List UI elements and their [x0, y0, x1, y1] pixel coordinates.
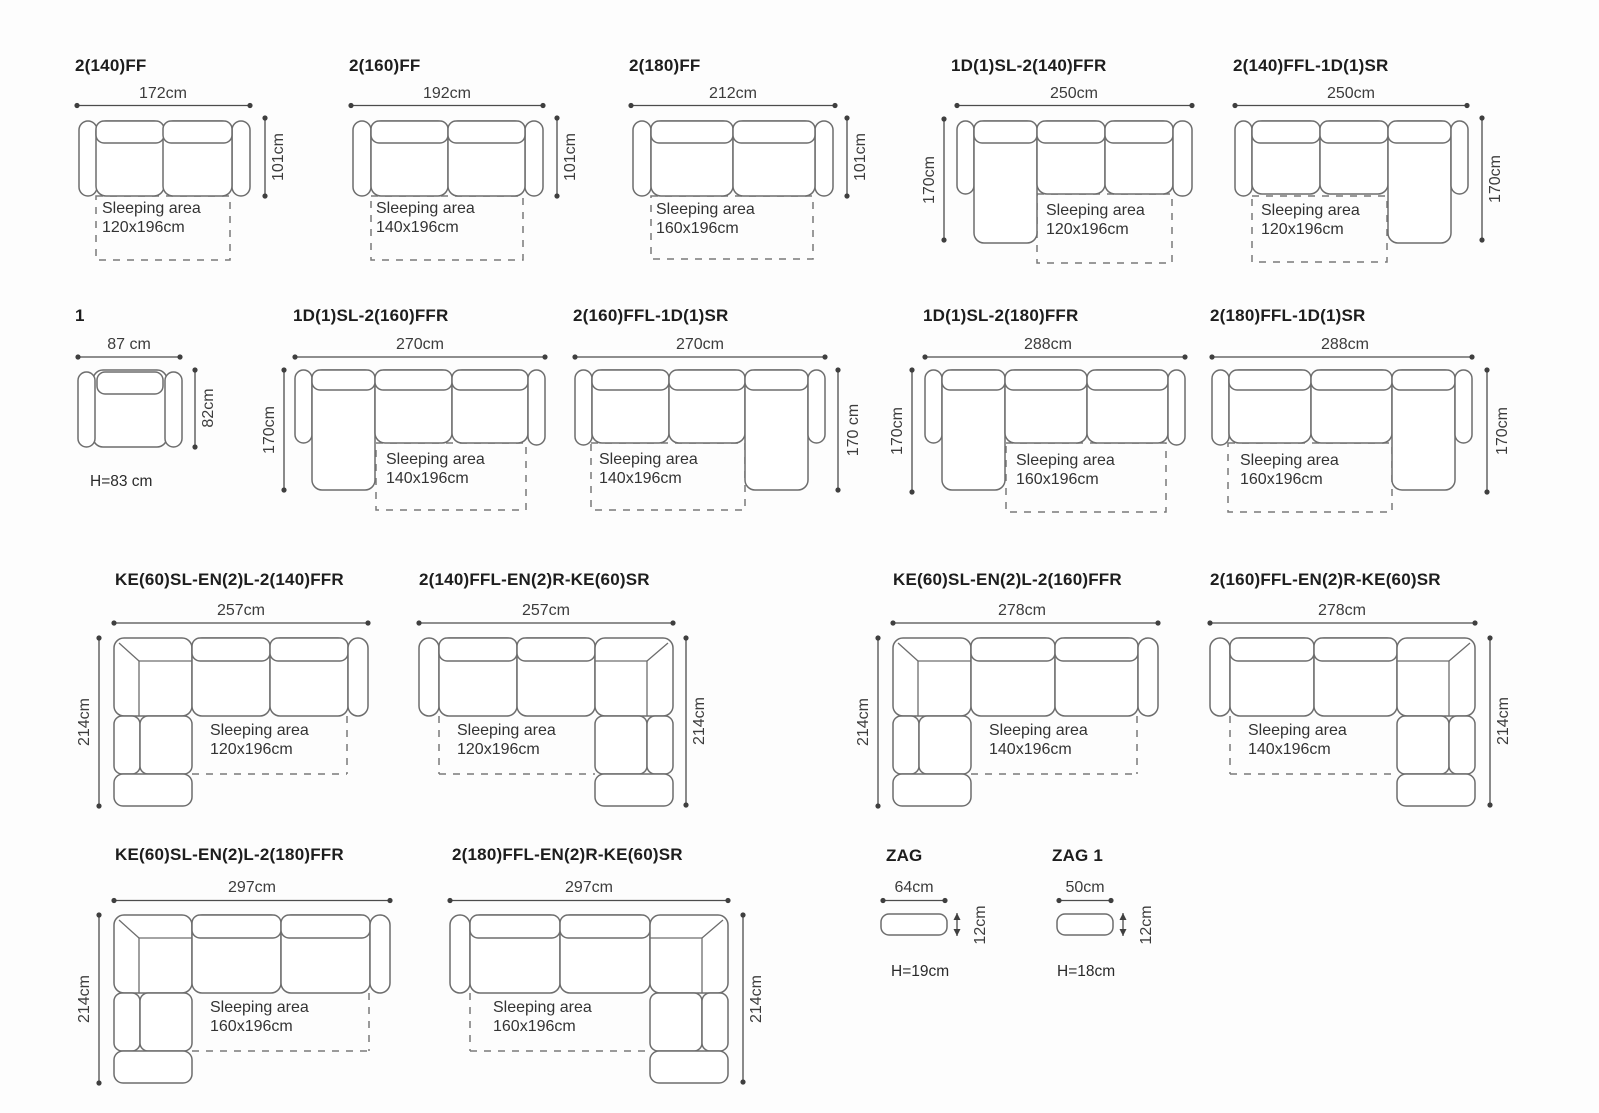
diagram-2-180-ffl-en2r-ke60sr: [447, 898, 745, 1085]
model-title: 2(180)FFL-1D(1)SR: [1210, 306, 1366, 325]
model-title: 2(140)FF: [75, 56, 147, 75]
depth-dim-label: 214cm: [76, 974, 93, 1024]
depth-dim-label: 170cm: [261, 405, 278, 455]
model-title: 2(160)FFL-EN(2)R-KE(60)SR: [1210, 570, 1441, 589]
model-title: 2(140)FFL-1D(1)SR: [1233, 56, 1389, 75]
sleeping-area-note: Sleeping area 140x196cm: [989, 722, 1088, 758]
sleeping-area-note: Sleeping area 140x196cm: [386, 451, 485, 487]
width-dim-label: 64cm: [894, 879, 934, 896]
diagram-2-160-ffl-en2r-ke60sr: [1207, 620, 1492, 807]
sleeping-area-note: Sleeping area 120x196cm: [457, 722, 556, 758]
width-dim-label: 288cm: [1023, 336, 1073, 353]
depth-dim-label: 214cm: [855, 697, 872, 747]
model-title: 1D(1)SL-2(140)FFR: [951, 56, 1107, 75]
sleeping-area-note: Sleeping area 140x196cm: [1248, 722, 1347, 758]
depth-dim-label: 170cm: [921, 155, 938, 205]
diagram-zag: [880, 898, 960, 936]
model-title: 2(160)FFL-1D(1)SR: [573, 306, 729, 325]
diagram-2-140-ffl-en2r-ke60sr: [416, 620, 688, 807]
diagram-armchair-1: [75, 354, 197, 449]
model-title: 2(180)FF: [629, 56, 701, 75]
depth-dim-label: 82cm: [200, 388, 217, 428]
width-dim-label: 297cm: [564, 879, 614, 896]
width-dim-label: 257cm: [521, 602, 571, 619]
depth-dim-label: 214cm: [691, 696, 708, 746]
height-note: H=18cm: [1057, 963, 1116, 980]
sleeping-area-note: Sleeping area 160x196cm: [656, 201, 755, 237]
sleeping-area-note: Sleeping area 120x196cm: [210, 722, 309, 758]
depth-dim-label: 214cm: [1495, 696, 1512, 746]
width-dim-label: 270cm: [675, 336, 725, 353]
depth-dim-label: 214cm: [748, 974, 765, 1024]
model-title: 2(160)FF: [349, 56, 421, 75]
sleeping-area-note: Sleeping area 140x196cm: [376, 200, 475, 236]
height-note: H=19cm: [891, 963, 950, 980]
sleeping-area-note: Sleeping area 120x196cm: [1261, 202, 1360, 238]
diagram-ke60sl-en2l-2-140-ffr: [96, 620, 370, 808]
depth-dim-label: 12cm: [972, 905, 989, 945]
sleeping-area-note: Sleeping area 160x196cm: [210, 999, 309, 1035]
width-dim-label: 212cm: [708, 85, 758, 102]
width-dim-label: 270cm: [395, 336, 445, 353]
depth-dim-label: 101cm: [270, 132, 287, 182]
width-dim-label: 278cm: [1317, 602, 1367, 619]
width-dim-label: 87 cm: [107, 336, 151, 353]
depth-dim-label: 170cm: [889, 406, 906, 456]
model-title: 2(180)FFL-EN(2)R-KE(60)SR: [452, 845, 683, 864]
sleeping-area-note: Sleeping area 120x196cm: [1046, 202, 1145, 238]
model-title: KE(60)SL-EN(2)L-2(140)FFR: [115, 570, 344, 589]
model-title: KE(60)SL-EN(2)L-2(160)FFR: [893, 570, 1122, 589]
depth-dim-label: 170cm: [1487, 154, 1504, 204]
depth-dim-label: 12cm: [1138, 905, 1155, 945]
width-dim-label: 172cm: [138, 85, 188, 102]
diagram-zag-1: [1056, 898, 1126, 936]
sleeping-area-note: Sleeping area 140x196cm: [599, 451, 698, 487]
width-dim-label: 192cm: [422, 85, 472, 102]
model-title: 1D(1)SL-2(160)FFR: [293, 306, 449, 325]
sleeping-area-note: Sleeping area 120x196cm: [102, 200, 201, 236]
height-note: H=83 cm: [90, 473, 153, 490]
model-title: ZAG: [886, 846, 923, 865]
model-title: 1D(1)SL-2(180)FFR: [923, 306, 1079, 325]
width-dim-label: 278cm: [997, 602, 1047, 619]
depth-dim-label: 170cm: [1494, 406, 1511, 456]
diagram-ke60sl-en2l-2-160-ffr: [875, 620, 1160, 808]
model-title: 2(140)FFL-EN(2)R-KE(60)SR: [419, 570, 650, 589]
width-dim-label: 250cm: [1326, 85, 1376, 102]
width-dim-label: 50cm: [1065, 879, 1105, 896]
depth-dim-label: 170 cm: [845, 403, 862, 457]
depth-dim-label: 101cm: [852, 132, 869, 182]
width-dim-label: 288cm: [1320, 336, 1370, 353]
depth-dim-label: 101cm: [562, 132, 579, 182]
sleeping-area-note: Sleeping area 160x196cm: [1240, 452, 1339, 488]
sleeping-area-note: Sleeping area 160x196cm: [493, 999, 592, 1035]
width-dim-label: 297cm: [227, 879, 277, 896]
width-dim-label: 257cm: [216, 602, 266, 619]
sleeping-area-note: Sleeping area 160x196cm: [1016, 452, 1115, 488]
model-title: 1: [75, 306, 85, 325]
diagram-ke60sl-en2l-2-180-ffr: [96, 898, 392, 1086]
depth-dim-label: 214cm: [76, 697, 93, 747]
model-title: ZAG 1: [1052, 846, 1104, 865]
model-title: KE(60)SL-EN(2)L-2(180)FFR: [115, 845, 344, 864]
width-dim-label: 250cm: [1049, 85, 1099, 102]
